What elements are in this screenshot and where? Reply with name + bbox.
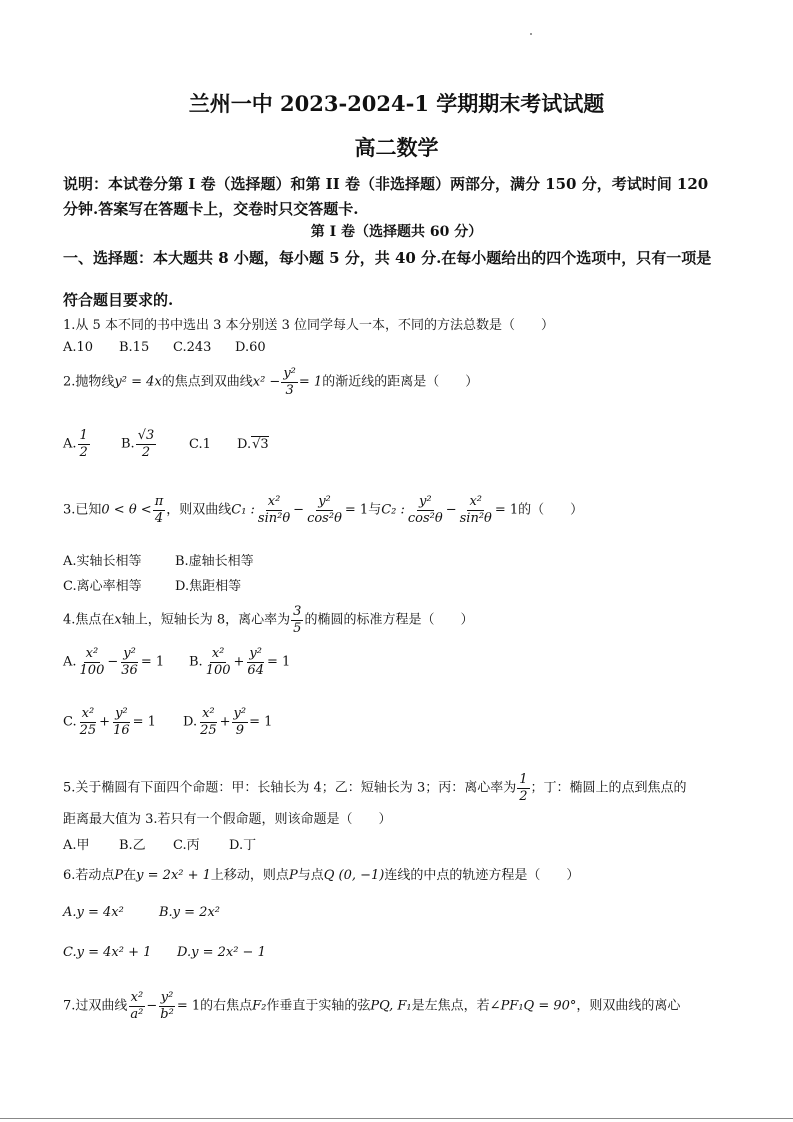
q3-c2-frac-2	[458, 494, 494, 526]
q3-c1-label: C₁ :	[231, 502, 255, 518]
fraction-numerator: x²	[85, 646, 99, 661]
fraction-denominator: b²	[160, 1006, 174, 1022]
option-c: C.丙	[173, 838, 200, 853]
option-d	[183, 706, 272, 738]
question-7	[63, 990, 680, 1022]
q3-c1-eq: = 1	[344, 502, 369, 518]
q4-text-mid: 轴上，短轴长为 8，离心率为	[121, 612, 291, 628]
option-a: A.甲	[63, 838, 90, 853]
q7-text-pre: 7.过双曲线	[63, 998, 128, 1014]
fraction-numerator: x²	[130, 990, 144, 1005]
q6-point-q: Q (0, −1)	[323, 868, 385, 883]
question-3-options-row-2	[63, 575, 241, 594]
option-radical: √3	[252, 436, 269, 452]
q7-text-mid1: 的右焦点	[200, 998, 253, 1014]
q3-c2-minus: −	[445, 502, 457, 518]
q3-text-post: 的（ ）	[518, 502, 584, 518]
q2-text-pre: 2.抛物线	[63, 374, 115, 390]
question-2	[63, 366, 478, 398]
option-operator: +	[219, 714, 231, 730]
scan-speck	[530, 33, 532, 35]
q4-eccentricity	[291, 604, 303, 636]
question-3-options-row-1	[63, 550, 254, 569]
fraction-numerator: 1	[79, 428, 88, 443]
question-6	[63, 864, 579, 883]
q7-eq-rhs: = 1	[176, 998, 201, 1014]
question-4	[63, 604, 473, 636]
option-rhs: = 1	[140, 654, 165, 670]
option-fraction	[136, 428, 157, 460]
option-a	[63, 428, 121, 460]
fraction-numerator: y²	[419, 494, 432, 509]
option-label: D.	[183, 714, 198, 730]
q3-c2-label: C₂ :	[381, 502, 405, 518]
instructions-line-2: 分钟.答案写在答题卡上，交卷时只交答题卡.	[63, 200, 359, 218]
fraction-denominator: cos²θ	[307, 510, 342, 526]
fraction-denominator: 2	[141, 444, 151, 460]
fraction-numerator: 1	[519, 772, 528, 787]
fraction-denominator: a²	[130, 1006, 144, 1022]
q5-text-pre: 5.关于椭圆有下面四个命题：甲：长轴长为 4；乙：短轴长为 3；丙：离心率为	[63, 780, 517, 796]
fraction-numerator: x²	[81, 706, 95, 721]
fraction-denominator: sin²θ	[459, 510, 492, 526]
option-label: B.	[121, 436, 135, 452]
fraction-numerator: x²	[267, 494, 281, 509]
q7-text-mid2: 作垂直于实轴的弦	[266, 998, 371, 1014]
option-fraction	[111, 706, 132, 738]
option-c: C.1	[189, 436, 211, 452]
option-b: B.15	[119, 340, 150, 355]
q6-text-mid3: 与点	[297, 868, 324, 883]
q6-point-p: P	[114, 868, 124, 883]
option-operator: +	[233, 654, 245, 670]
question-4-options-row-1	[63, 646, 290, 678]
q5-eccentricity	[517, 772, 529, 804]
q5-text-post: ；丁：椭圆上的点到焦点的	[530, 780, 687, 796]
fraction-numerator: y²	[283, 366, 296, 381]
fraction-denominator: 2	[79, 444, 88, 460]
exam-subtitle: 高二数学	[354, 135, 439, 160]
option-c: C.离心率相等	[63, 579, 142, 594]
fraction-denominator: 16	[113, 722, 130, 738]
option-fraction	[245, 646, 266, 678]
fraction-denominator: 3	[285, 382, 294, 398]
fraction-numerator: y²	[115, 706, 128, 721]
fraction-denominator: 36	[121, 662, 138, 678]
q7-frac-2	[158, 990, 176, 1022]
q2-text-post: 的渐近线的距离是（ ）	[322, 374, 479, 390]
option-c: C.y = 4x² + 1	[63, 945, 152, 960]
q3-text-pre: 3.已知	[63, 502, 102, 518]
fraction-denominator: 25	[79, 722, 97, 738]
fraction-denominator: 100	[79, 662, 105, 678]
part-one-heading: 第 I 卷（选择题共 60 分）	[310, 224, 483, 240]
question-5-line-1	[63, 772, 687, 804]
option-b: B.y = 2x²	[159, 905, 221, 920]
fraction-numerator: 3	[293, 604, 302, 619]
fraction-numerator: √3	[137, 428, 155, 443]
option-rhs: = 1	[132, 714, 156, 730]
fraction-numerator: x²	[469, 494, 483, 509]
fraction-numerator: π	[154, 494, 164, 509]
section-one-heading: 一、选择题：本大题共 8 小题，每小题 5 分，共 40 分.在每小题给出的四个选项中，只有一项是	[63, 249, 712, 267]
fraction-denominator: 100	[205, 662, 231, 678]
fraction-denominator: 9	[235, 722, 244, 738]
q3-c1-frac-2	[305, 494, 344, 526]
fraction-denominator: 25	[200, 722, 217, 738]
q7-chord-pq: PQ, F₁	[370, 998, 412, 1014]
q6-text-post: 连线的中点的轨迹方程是（ ）	[384, 868, 580, 883]
option-c	[63, 706, 183, 738]
option-b: B.虚轴长相等	[175, 554, 254, 569]
option-label: D.	[237, 436, 252, 452]
option-fraction	[78, 646, 107, 678]
option-b	[121, 428, 189, 460]
fraction-numerator: y²	[123, 646, 136, 661]
question-6-options-row-1	[63, 905, 220, 920]
q2-hyperbola-eq-rhs: = 1	[298, 374, 323, 390]
q2-parabola-eq: y² = 4x	[114, 374, 162, 390]
q7-frac-1	[128, 990, 145, 1022]
q2-hyperbola-part: x² −	[252, 374, 281, 390]
option-rhs: = 1	[249, 714, 273, 730]
option-d: D.焦距相等	[175, 579, 242, 594]
fraction-numerator: y²	[160, 990, 174, 1005]
q3-text-and: 与	[368, 502, 382, 518]
option-label: A.	[63, 436, 77, 452]
section-one-heading-cont: 符合题目要求的.	[63, 291, 174, 309]
q2-text-mid: 的焦点到双曲线	[161, 374, 253, 390]
q6-text-mid1: 在	[123, 868, 137, 883]
option-a: A.实轴长相等	[63, 554, 142, 569]
q4-text-post: 的椭圆的标准方程是（ ）	[304, 612, 474, 628]
fraction-numerator: y²	[233, 706, 247, 721]
exam-title: 兰州一中 2023-2024-1 学期期末考试试题	[188, 91, 605, 116]
option-fraction	[78, 706, 99, 738]
option-c: C.243	[173, 340, 212, 355]
option-rhs: = 1	[266, 654, 291, 670]
q3-c1-frac-1	[256, 494, 292, 526]
fraction-numerator: x²	[202, 706, 215, 721]
q2-hyperbola-fraction	[281, 366, 298, 398]
option-d: D.丁	[229, 838, 257, 853]
question-3	[63, 494, 583, 526]
page-bottom-rule	[0, 1118, 793, 1119]
q3-c1-minus: −	[293, 502, 305, 518]
q6-point-p-2: P	[288, 868, 298, 883]
question-1: 1.从 5 本不同的书中选出 3 本分别送 3 位同学每人一本，不同的方法总数是（ ）	[63, 318, 555, 333]
question-1-options	[63, 340, 266, 355]
q4-text-pre: 4.焦点在	[63, 612, 115, 628]
fraction-numerator: x²	[211, 646, 225, 661]
option-a: A.10	[63, 340, 94, 355]
fraction-denominator: 5	[293, 620, 302, 636]
option-fraction	[78, 428, 90, 460]
option-a: A.y = 4x²	[63, 905, 124, 920]
question-2-options	[63, 428, 269, 460]
option-label: B.	[189, 654, 203, 670]
q7-text-mid3: 是左焦点，若	[411, 998, 490, 1014]
q6-curve-eq: y = 2x² + 1	[136, 868, 211, 883]
q7-angle: ∠PF₁Q = 90°	[489, 998, 577, 1014]
q3-c2-frac-1	[406, 494, 445, 526]
q4-axis-var: x	[114, 612, 122, 628]
q3-text-mid: ，则双曲线	[166, 502, 232, 518]
fraction-denominator: sin²θ	[257, 510, 291, 526]
instructions-line-1: 说明：本试卷分第 I 卷（选择题）和第 II 卷（非选择题）两部分，满分 150 分，考试时间 120	[63, 175, 709, 193]
question-6-options-row-2	[63, 945, 266, 960]
option-fraction	[204, 646, 233, 678]
option-a	[63, 646, 189, 678]
option-operator: +	[99, 714, 111, 730]
option-fraction	[119, 646, 140, 678]
q6-text-pre: 6.若动点	[63, 868, 115, 883]
option-d: D.60	[235, 340, 266, 355]
question-4-options-row-2	[63, 706, 272, 738]
option-label: A.	[63, 654, 77, 670]
fraction-denominator: 2	[519, 788, 528, 804]
option-fraction	[232, 706, 249, 738]
option-b: B.乙	[119, 838, 146, 853]
fraction-denominator: cos²θ	[407, 510, 443, 526]
q7-text-post: ，则双曲线的离心	[576, 998, 681, 1014]
option-operator: −	[107, 654, 119, 670]
q3-condition-fraction	[153, 494, 166, 526]
fraction-denominator: 4	[154, 510, 164, 526]
option-fraction	[198, 706, 219, 738]
fraction-denominator: 64	[247, 662, 264, 678]
option-label: C.	[63, 714, 77, 730]
question-5-options	[63, 834, 256, 853]
q3-condition: 0 < θ <	[101, 502, 152, 518]
fraction-numerator: y²	[318, 494, 331, 509]
option-d: D.y = 2x² − 1	[177, 945, 266, 960]
fraction-numerator: y²	[249, 646, 262, 661]
option-b	[189, 646, 290, 678]
q7-operator: −	[146, 998, 158, 1014]
question-5-line-2: 距离最大值为 3.若只有一个假命题，则该命题是（ ）	[63, 812, 392, 827]
q7-focus-f2: F₂	[252, 998, 267, 1014]
q3-c2-eq: = 1	[494, 502, 519, 518]
q6-text-mid2: 上移动，则点	[210, 868, 289, 883]
option-d	[237, 437, 269, 452]
